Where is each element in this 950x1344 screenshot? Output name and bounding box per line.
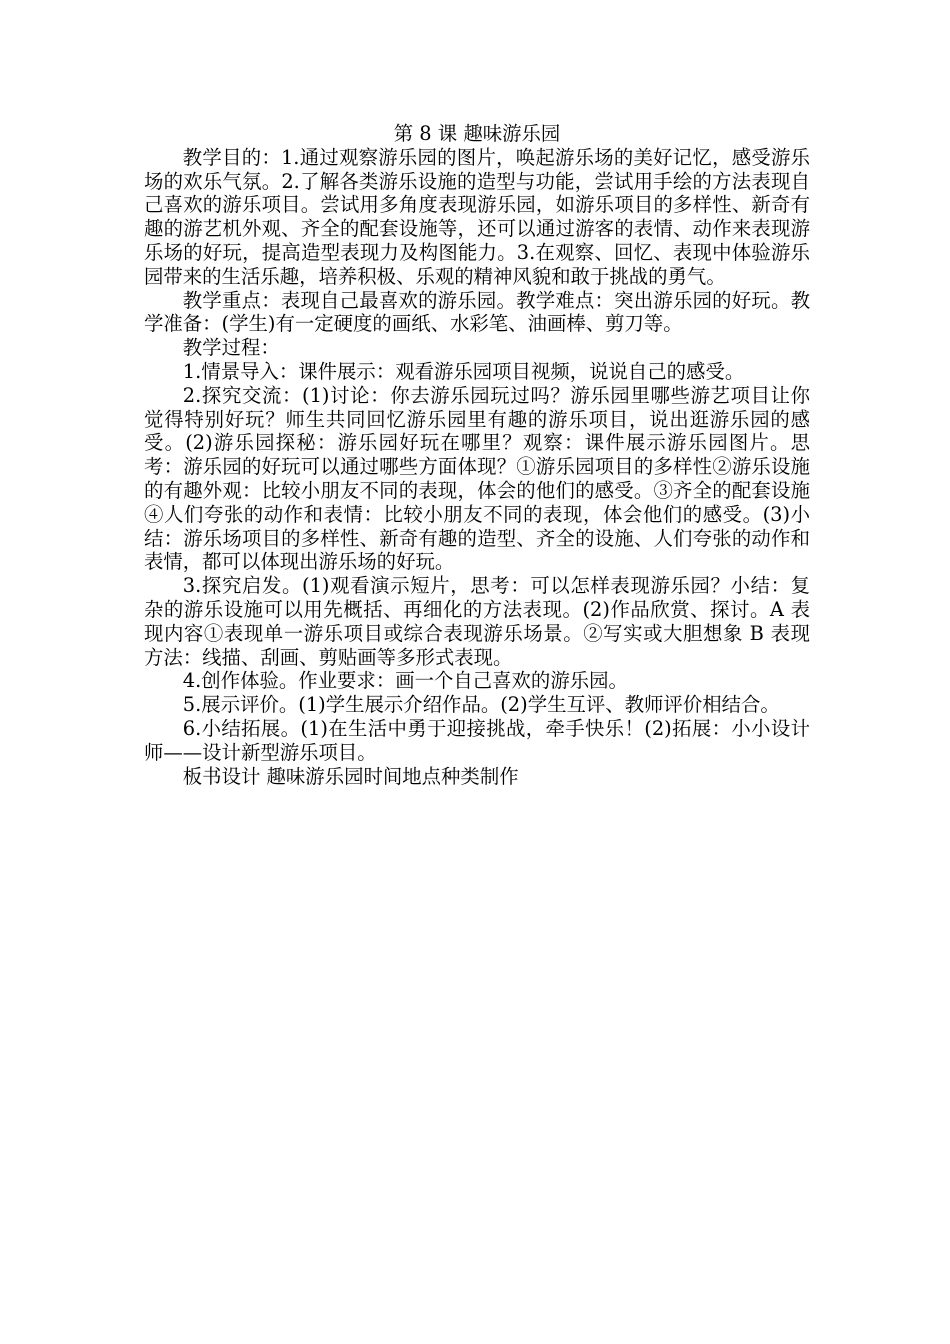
step-2-paragraph: 2.探究交流：(1)讨论：你去游乐园玩过吗？游乐园里哪些游艺项目让你觉得特别好玩？师生共同回忆游乐园里有趣的游乐项目，说出逛游乐园的感受。(2)游乐园探秘：游乐园好玩在哪里？观察：课件展示游乐园图片。思考：游乐园的好玩可以通过哪些方面体现？①游乐园项目的多样性②游乐设施的有趣外观：比较小朋友不同的表现，体会的他们的感受。③齐全的配套设施④人们夸张的动作和表情：比较小朋友不同的表现，体会他们的感受。(3)小结：游乐场项目的多样性、新奇有趣的造型、齐全的设施、人们夸张的动作和表情，都可以体现出游乐场的好玩。 xyxy=(144,383,810,574)
step-3-paragraph: 3.探究启发。(1)观看演示短片，思考：可以怎样表现游乐园？小结：复杂的游乐设施可以用先概括、再细化的方法表现。(2)作品欣赏、探讨。A 表现内容①表现单一游乐项目或综合表现游乐场景。②写实或大胆想象 B 表现方法：线描、刮画、剪贴画等多形式表现。 xyxy=(144,574,810,669)
step-4-paragraph: 4.创作体验。作业要求：画一个自己喜欢的游乐园。 xyxy=(182,669,628,693)
step-5-paragraph: 5.展示评价。(1)学生展示介绍作品。(2)学生互评、教师评价相结合。 xyxy=(182,693,780,717)
document-body xyxy=(144,122,810,788)
teaching-process-heading: 教学过程： xyxy=(182,336,280,360)
teaching-objectives-paragraph: 教学目的：1.通过观察游乐园的图片，唤起游乐场的美好记忆，感受游乐场的欢乐气氛。2.了解各类游乐设施的造型与功能，尝试用手绘的方法表现自己喜欢的游乐项目。尝试用多角度表现游乐园，如游乐项目的多样性、新奇有趣的游艺机外观、齐全的配套设施等，还可以通过游客的表情、动作来表现游乐场的好玩，提高造型表现力及构图能力。3.在观察、回忆、表现中体验游乐园带来的生活乐趣，培养积极、乐观的精神风貌和敢于挑战的勇气。 xyxy=(144,145,810,288)
step-1-paragraph: 1.情景导入：课件展示：观看游乐园项目视频，说说自己的感受。 xyxy=(182,359,745,383)
lesson-title: 第 8 课 趣味游乐园 xyxy=(393,122,561,145)
key-points-paragraph: 教学重点：表现自己最喜欢的游乐园。教学难点：突出游乐园的好玩。教学准备：(学生)有一定硬度的画纸、水彩笔、油画棒、剪刀等。 xyxy=(144,288,810,336)
board-design-paragraph: 板书设计 趣味游乐园时间地点种类制作 xyxy=(182,764,519,788)
step-6-paragraph: 6.小结拓展。(1)在生活中勇于迎接挑战，牵手快乐！(2)拓展：小小设计师——设计新型游乐项目。 xyxy=(144,716,810,764)
